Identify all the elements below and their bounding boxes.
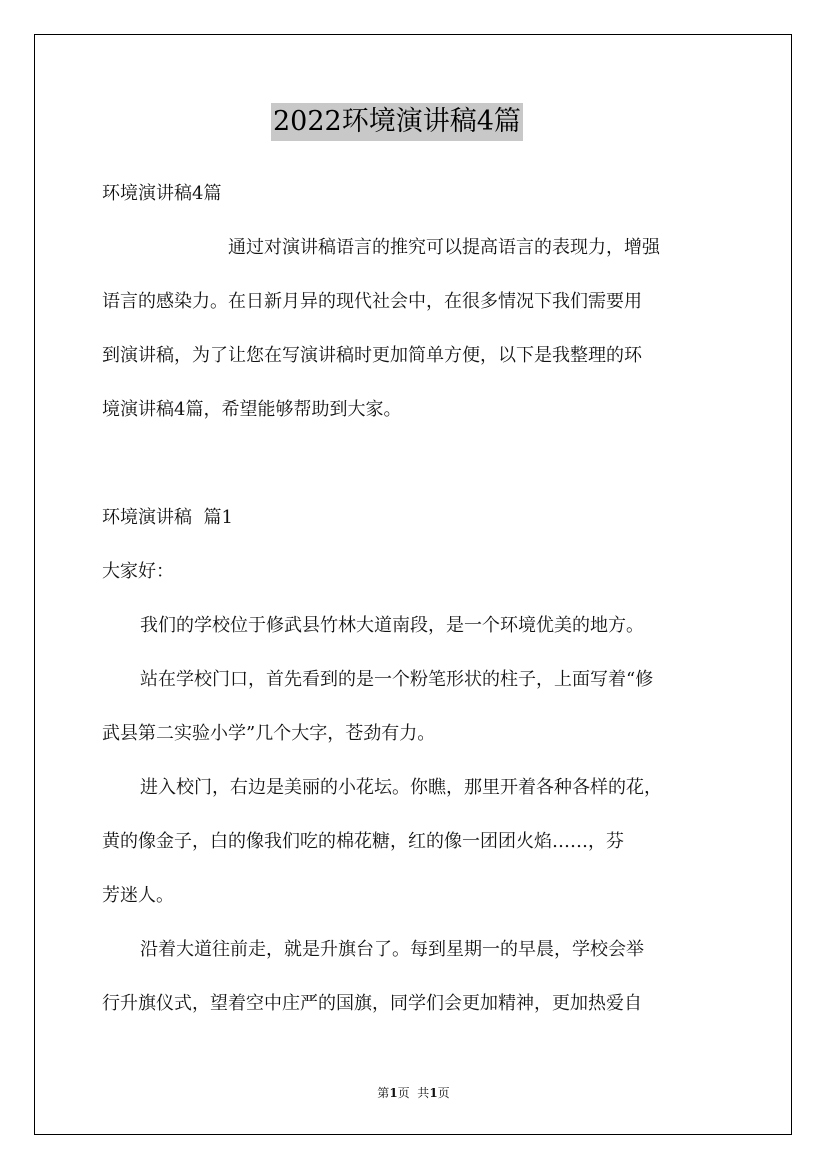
body-line: 站在学校门口，首先看到的是一个粉笔形状的柱子，上面写着“修 — [140, 669, 654, 690]
body-line: 武县第二实验小学”几个大字，苍劲有力。 — [102, 723, 436, 744]
page-footer — [0, 1085, 827, 1101]
section-heading: 环境演讲稿 篇1 — [102, 507, 233, 528]
footer-prefix: 第 — [377, 1086, 390, 1100]
intro-line: 通过对演讲稿语言的推究可以提高语言的表现力，增强 — [228, 237, 660, 258]
intro-line: 境演讲稿4篇，希望能够帮助到大家。 — [102, 399, 402, 420]
intro-line: 到演讲稿，为了让您在写演讲稿时更加简单方便，以下是我整理的环 — [102, 345, 642, 366]
body-line: 沿着大道往前走，就是升旗台了。每到星期一的早晨，学校会举 — [140, 939, 644, 960]
intro-line: 语言的感染力。在日新月异的现代社会中，在很多情况下我们需要用 — [102, 291, 642, 312]
body-line: 黄的像金子，白的像我们吃的棉花糖，红的像一团团火焰……，芬 — [102, 831, 624, 852]
body-line: 芳迷人。 — [102, 885, 174, 906]
body-line: 我们的学校位于修武县竹林大道南段，是一个环境优美的地方。 — [140, 615, 644, 636]
body-line: 进入校门，右边是美丽的小花坛。你瞧，那里开着各种各样的花， — [140, 777, 662, 798]
body-line: 行升旗仪式，望着空中庄严的国旗，同学们会更加精神，更加热爱自 — [102, 993, 642, 1014]
footer-total-pages: 1 — [429, 1086, 438, 1100]
subtitle: 环境演讲稿4篇 — [102, 183, 222, 204]
footer-mid: 页 共 — [397, 1086, 430, 1100]
footer-current-page: 1 — [389, 1086, 398, 1100]
greeting: 大家好： — [102, 561, 174, 582]
document-title: 2022环境演讲稿4篇 — [271, 103, 523, 141]
footer-suffix: 页 — [437, 1086, 450, 1100]
